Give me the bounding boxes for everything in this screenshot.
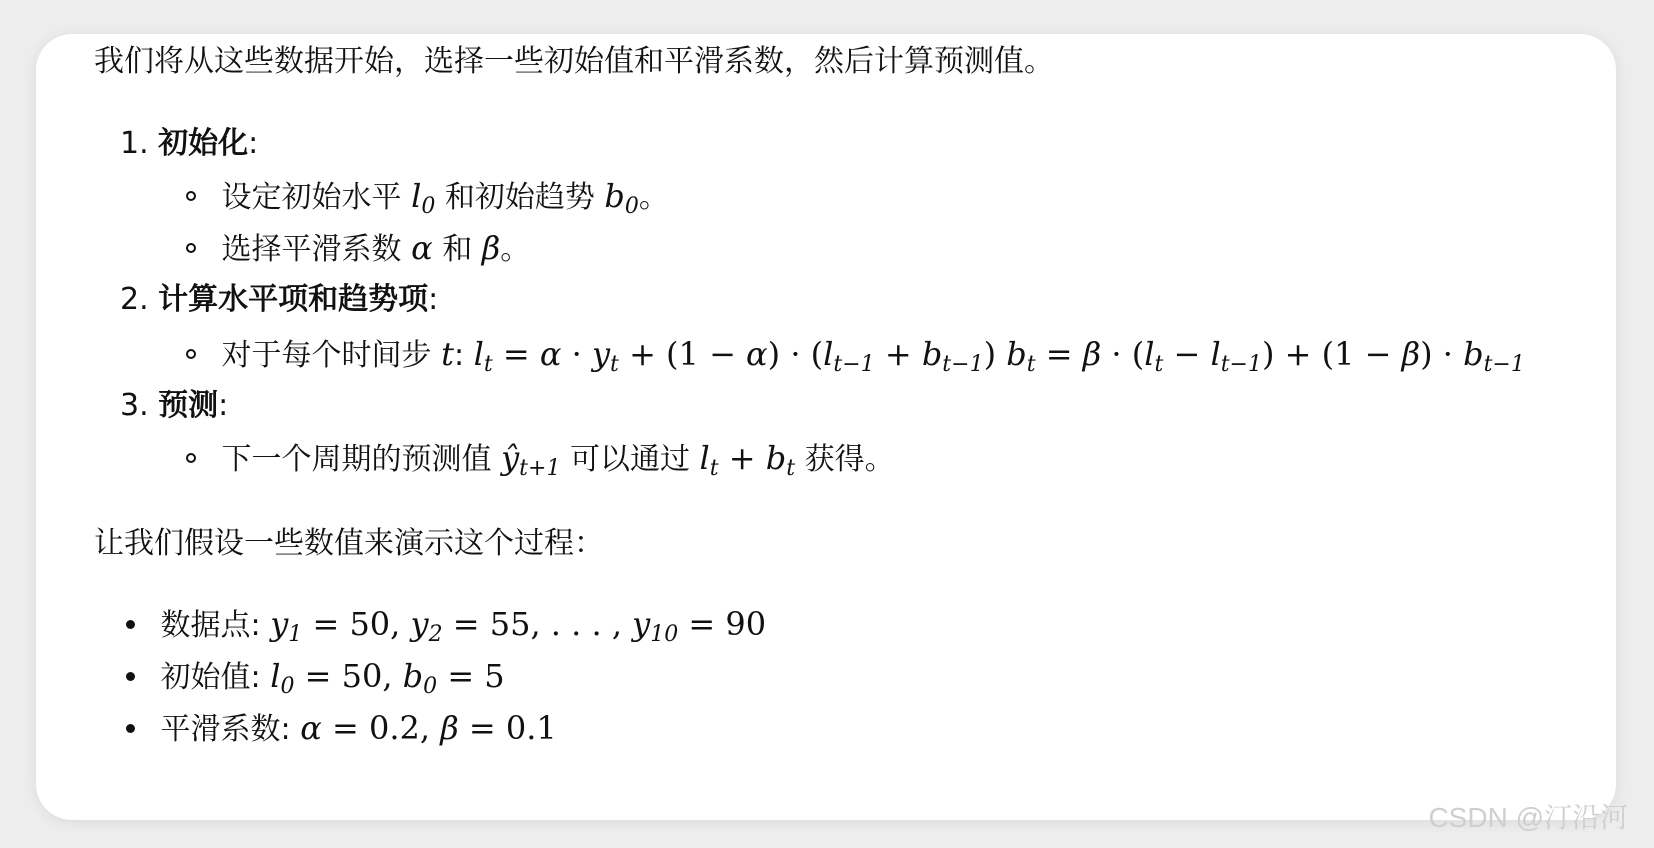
watermark: CSDN @汀沿河 xyxy=(1428,802,1628,833)
intro-paragraph: 我们将从这些数据开始，选择一些初始值和平滑系数，然后计算预测值。 xyxy=(94,44,1054,79)
step-1-heading: 1. 初始化: xyxy=(120,126,259,161)
step-2-heading: 2. 计算水平项和趋势项: xyxy=(120,282,439,317)
bullet-icon xyxy=(126,724,135,733)
content-card xyxy=(36,34,1616,820)
circle-bullet-icon xyxy=(186,453,196,463)
math-t: t xyxy=(441,335,454,373)
math-initial-values: $l_0 = 50$, $b_0 = 5$ xyxy=(270,657,505,699)
step-3-heading: 3. 预测: xyxy=(120,388,229,423)
circle-bullet-icon xyxy=(186,349,196,359)
bullet-icon xyxy=(126,672,135,681)
circle-bullet-icon xyxy=(186,191,196,201)
bullet-data-points: 数据点: $y_1 = 50$, $y_2 = 55$, . . . , $y_{10} = 90$ xyxy=(126,604,766,655)
math-lt-plus-bt: $l_t + b_t$ xyxy=(699,439,796,481)
bullet-initial-values: 初始值: $l_0 = 50$, $b_0 = 5$ xyxy=(126,656,505,707)
bullet-icon xyxy=(126,620,135,629)
step-3-item: 下一个周期的预测值 $ŷ_{t+1}$ 可以通过 $l_t + b_t$ 获得。 xyxy=(186,438,895,489)
math-data-points: $y_1 = 50$, $y_2 = 55$, . . . , $y_{10} = 90$ xyxy=(270,605,767,647)
step-1-item-a: 设定初始水平 $l_0$ 和初始趋势 $b_0$。 xyxy=(186,176,669,227)
math-alpha: α xyxy=(411,229,433,267)
math-beta: β xyxy=(481,229,501,267)
math-l0: $l_0$ xyxy=(411,177,436,219)
bullet-smoothing: 平滑系数: α = 0.2, β = 0.1 xyxy=(126,708,557,750)
assume-paragraph: 让我们假设一些数值来演示这个过程： xyxy=(94,526,604,561)
circle-bullet-icon xyxy=(186,243,196,253)
math-smoothing: α = 0.2, β = 0.1 xyxy=(300,709,557,747)
math-b0: $b_0$ xyxy=(604,177,639,219)
math-yhat: $ŷ_{t+1}$ xyxy=(501,439,561,481)
math-update-equations: $l_t = \alpha \cdot y_t + (1 - \alpha) \cdot (l_{t-1} + b_{t-1}) b_t = \beta \cdot (l_t - l_{t-1}) + (1 - \beta) \cdot b_{t-1}$ xyxy=(473,335,1525,377)
step-2-item: 对于每个时间步 t: $l_t = \alpha \cdot y_t + (1 - \alpha) \cdot (l_{t-1} + b_{t-1}) b_t = \beta \cdot (l_t - l_{t-1}) + (1 - \beta) \cdot b_{t-1}$ xyxy=(186,334,1525,385)
step-1-item-b: 选择平滑系数 α 和 β。 xyxy=(186,228,530,270)
